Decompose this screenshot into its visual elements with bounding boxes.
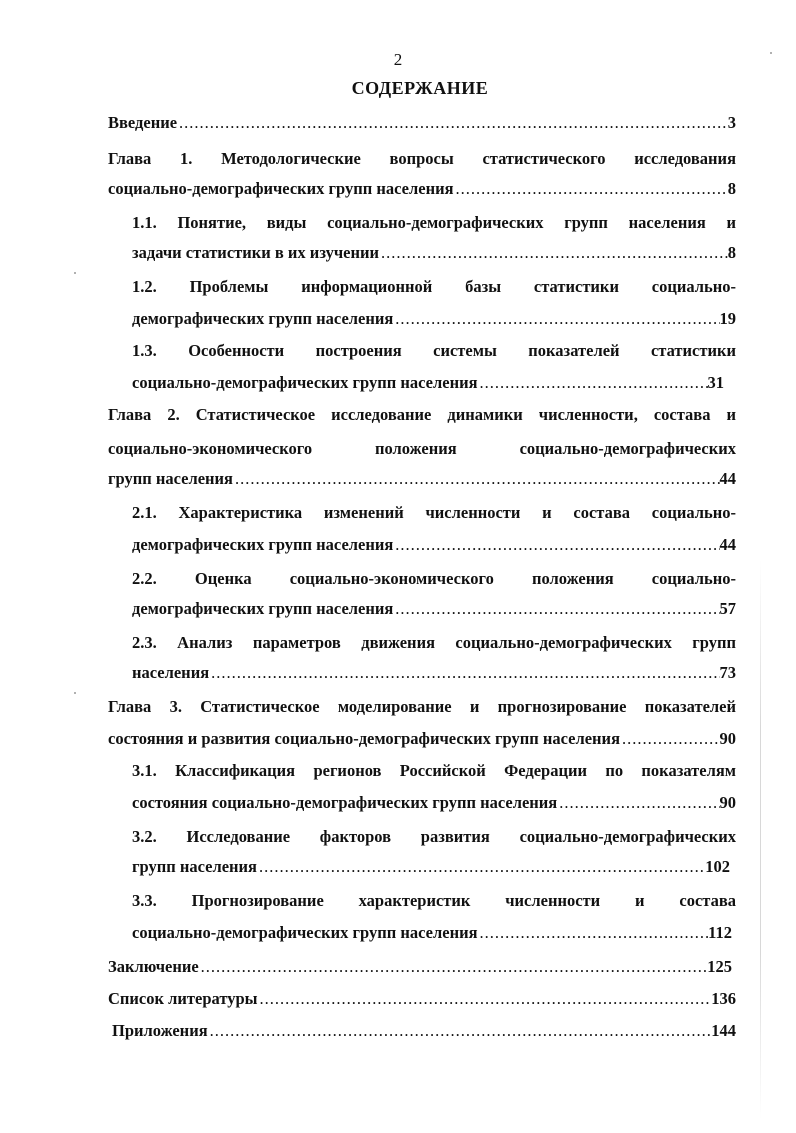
toc-section-3-3-line1[interactable]: 3.3. Прогнозирование характеристик численности и состава (132, 891, 736, 910)
toc-page-number: 125 (707, 957, 732, 976)
page-title: СОДЕРЖАНИЕ (351, 78, 489, 98)
toc-section-1-3-line2[interactable] (132, 371, 724, 395)
toc-leader-dots (620, 727, 720, 751)
toc-page-number: 90 (719, 793, 736, 812)
toc-section-2-3-line1[interactable]: 2.3. Анализ параметров движения социально-демографических групп (132, 633, 736, 652)
toc-section-1-3-line1[interactable]: 1.3. Особенности построения системы показателей статистики (132, 341, 736, 360)
toc-page-number: 19 (719, 309, 736, 328)
toc-section-1-2-line1[interactable]: 1.2. Проблемы информационной базы статистики социально- (132, 277, 736, 296)
toc-chapter-2-line2[interactable]: социально-экономического положения социально-демографических (108, 439, 736, 458)
toc-page-number: 144 (711, 1021, 736, 1040)
toc-entry-references[interactable] (108, 987, 736, 1011)
toc-section-3-1-line1[interactable]: 3.1. Классификация регионов Российской Федерации по показателям (132, 761, 736, 780)
toc-entry-title: демографических групп населения (132, 309, 394, 328)
toc-chapter-1-line1[interactable]: Глава 1. Методологические вопросы статистического исследования (108, 149, 736, 168)
toc-leader-dots (557, 791, 719, 815)
toc-page-number: 112 (708, 923, 732, 942)
toc-leader-dots (393, 533, 719, 557)
toc-entry-title: социально-демографических групп населения (132, 923, 478, 942)
toc-leader-dots (209, 661, 719, 685)
toc-page-number: 3 (727, 113, 736, 132)
toc-entry-conclusion[interactable] (108, 955, 732, 979)
scan-speck (74, 692, 76, 694)
scan-speck (74, 272, 76, 274)
toc-entry-title: задачи статистики в их изучении (132, 243, 380, 262)
toc-section-2-1-line2[interactable] (132, 533, 736, 557)
toc-leader-dots (177, 111, 728, 135)
toc-entry-title: Список литературы (108, 989, 258, 1008)
toc-section-2-2-line1[interactable]: 2.2. Оценка социально-экономического положения социально- (132, 569, 736, 588)
toc-section-2-1-line1[interactable]: 2.1. Характеристика изменений численности и состава социально- (132, 503, 736, 522)
toc-section-3-2-line2[interactable] (132, 855, 730, 879)
toc-section-3-3-line2[interactable] (132, 921, 732, 945)
toc-leader-dots (478, 921, 709, 945)
toc-entry-title: групп населения (108, 469, 233, 488)
toc-entry-appendix[interactable] (112, 1019, 736, 1043)
toc-chapter-2-line1[interactable]: Глава 2. Статистическое исследование динамики численности, состава и (108, 405, 736, 424)
toc-section-1-2-line2[interactable] (132, 307, 736, 331)
toc-leader-dots (478, 371, 708, 395)
toc-entry-title: состояния и развития социально-демографических групп населения (108, 729, 620, 748)
toc-page-number: 136 (711, 989, 736, 1008)
toc-entry-title: социально-демографических групп населения (132, 373, 478, 392)
toc-leader-dots (393, 307, 719, 331)
toc-page-number: 57 (719, 599, 736, 618)
toc-page-number: 73 (719, 663, 736, 682)
toc-section-2-2-line2[interactable] (132, 597, 736, 621)
toc-chapter-2-line3[interactable] (108, 467, 736, 491)
toc-entry-title: демографических групп населения (132, 535, 394, 554)
toc-entry-title: Заключение (108, 957, 199, 976)
toc-entry-title: демографических групп населения (132, 599, 394, 618)
toc-leader-dots (379, 241, 728, 265)
toc-entry-title: Введение (108, 113, 178, 132)
toc-chapter-1-line2[interactable] (108, 177, 736, 201)
toc-entry-introduction[interactable] (108, 111, 736, 135)
toc-section-2-3-line2[interactable] (132, 661, 736, 685)
toc-leader-dots (257, 855, 705, 879)
scan-speck (770, 52, 772, 54)
toc-leader-dots (393, 597, 719, 621)
toc-page-number: 8 (727, 179, 736, 198)
toc-chapter-3-line1[interactable]: Глава 3. Статистическое моделирование и прогнозирование показателей (108, 697, 736, 716)
toc-entry-title: Приложения (112, 1021, 208, 1040)
page-number: 2 (393, 50, 403, 69)
toc-section-3-1-line2[interactable] (132, 791, 736, 815)
toc-page-number: 90 (719, 729, 736, 748)
toc-leader-dots (454, 177, 728, 201)
toc-leader-dots (199, 955, 708, 979)
toc-section-3-2-line1[interactable]: 3.2. Исследование факторов развития социально-демографических (132, 827, 736, 846)
toc-page-number: 44 (719, 535, 736, 554)
toc-entry-title: социально-демографических групп населения (108, 179, 454, 198)
toc-page-number: 102 (705, 857, 730, 876)
toc-section-1-1-line2[interactable] (132, 241, 736, 265)
toc-chapter-3-line2[interactable] (108, 727, 736, 751)
toc-page-number: 8 (727, 243, 736, 262)
toc-leader-dots (233, 467, 720, 491)
toc-page-number: 44 (719, 469, 736, 488)
toc-entry-title: групп населения (132, 857, 257, 876)
toc-section-1-1-line1[interactable]: 1.1. Понятие, виды социально-демографических групп населения и (132, 213, 736, 232)
toc-leader-dots (208, 1019, 712, 1043)
toc-page-number: 31 (707, 373, 724, 392)
toc-entry-title: состояния социально-демографических групп населения (132, 793, 558, 812)
toc-leader-dots (258, 987, 712, 1011)
scan-edge-line (760, 560, 761, 1120)
toc-entry-title: населения (132, 663, 210, 682)
